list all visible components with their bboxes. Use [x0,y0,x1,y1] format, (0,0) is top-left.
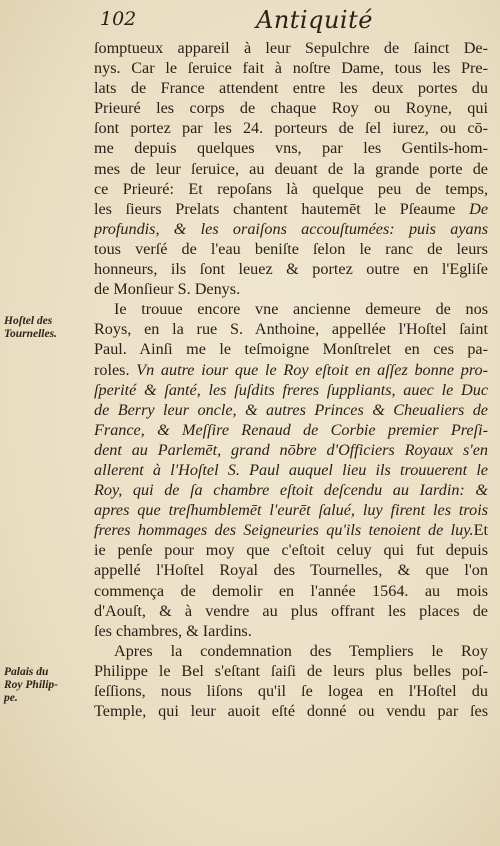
text-run: roles. [94,360,137,379]
text-line: lats de France attendent entre les deux portes du [94,79,488,98]
text-line: d'Aouſt, & à vendre au plus offrant les places de [94,601,488,620]
text-line: de Monſieur S. Denys. [94,280,241,299]
text-line: tous verſé de l'eau beniſte ſelon le ranc de leurs [94,239,488,258]
text-line: Roys, en la rue S. Anthoine, appellée l'Hoſtel ſaint [94,320,488,339]
running-title: Antiquité [256,6,373,34]
text-run: Et [473,521,488,540]
text-line: Philippe le Bel s'eſtant ſaiſi de leurs plus belles poſ- [94,661,488,680]
quotation-line: Roy, qui de ſa chambre eſtoit deſcendu au Iardin: & [94,481,488,500]
text-line: ſes chambres, & Iardins. [94,621,252,640]
quotation-run: freres hommages des Seigneuries qu'ils tenoient de luy. [94,521,474,540]
text-line: Apres la condemnation des Templiers le Roy [114,641,488,660]
quotation-line: apres que treſhumblemēt l'eurēt ſalué, luy firent les trois [94,501,488,520]
text-line: commença de demolir en l'année 1564. au mois [94,581,488,600]
text-line: honneurs, ils ſont leuez & portez outre en l'Egliſe [94,260,488,279]
text-line: ſomptueux appareil à leur Sepulchre de ſainct De- [94,39,488,57]
quotation-run: Vn autre iour que le Roy eſtoit en aſſez bonne pro- [136,360,488,379]
text-line [94,520,488,540]
text-line: Temple, qui leur auoit eſté donné ou vendu par ſes [94,702,488,721]
text-line: Prieuré les corps de chaque Roy ou Royne, qui [94,99,488,118]
text-line: Paul. Ainſi me le teſmoigne Monſtrelet en ces pa- [94,340,488,359]
quotation-line: allerent à l'Hoſtel S. Paul auquel lieu ils trouuerent le [94,460,488,479]
page-header [100,6,490,36]
text-line: appellé l'Hoſtel Royal des Tournelles, & que l'on [94,561,488,580]
text-line: ſeſſions, nous liſons qu'il ſe logea en l'Hoſtel du [94,682,488,700]
margin-note-line: Roy Philip- [4,679,58,691]
margin-note-line: Tournelles. [4,328,57,340]
text-line [94,199,488,219]
body-text [94,38,488,721]
page-number: 102 [100,8,137,30]
text-run-italic: De [469,199,488,218]
text-line: profundis, & les oraiſons accouſtumées: puis ayans [94,219,488,238]
margin-note-line: Palais du [4,666,49,678]
text-line: ie penſe pour moy que c'eſtoit celuy qui fut depuis [94,541,488,560]
quotation-line: de Berry leur oncle, & autres Princes & Cheualiers de [94,400,488,419]
text-line: ce Prieuré: Et repoſans là quelque peu de temps, [94,179,488,198]
margin-note-hostel-tournelles [4,315,57,341]
quotation-line: ſperité & ſanté, les ſuſdits freres ſuppliants, auec le Duc [94,380,488,399]
quotation-line: France, & Meſſire Renaud de Corbie premier Preſi- [94,420,488,439]
margin-note-palais-roy [4,666,58,705]
text-line [94,360,488,380]
margin-note-line: Hoſtel des [4,315,53,327]
text-line: ſont portez par les 24. porteurs de ſel iurez, ou cō- [94,119,488,138]
text-line: me depuis quelques vns, par les Gentils-hom- [94,139,488,158]
margin-note-line: pe. [4,692,18,704]
text-line: Ie trouue encore vne ancienne demeure de nos [114,300,488,319]
text-line: nys. Car le ſeruice fait à noſtre Dame, tous les Pre- [94,59,488,78]
text-run: les ſieurs Prelats chantent hautemēt le Pſeaume [94,199,470,218]
quotation-line: dent au Parlemēt, grand nōbre d'Officiers Royaux s'en [94,440,488,459]
text-line: mes de leur ſeruice, au deuant de la grande porte de [94,159,488,178]
